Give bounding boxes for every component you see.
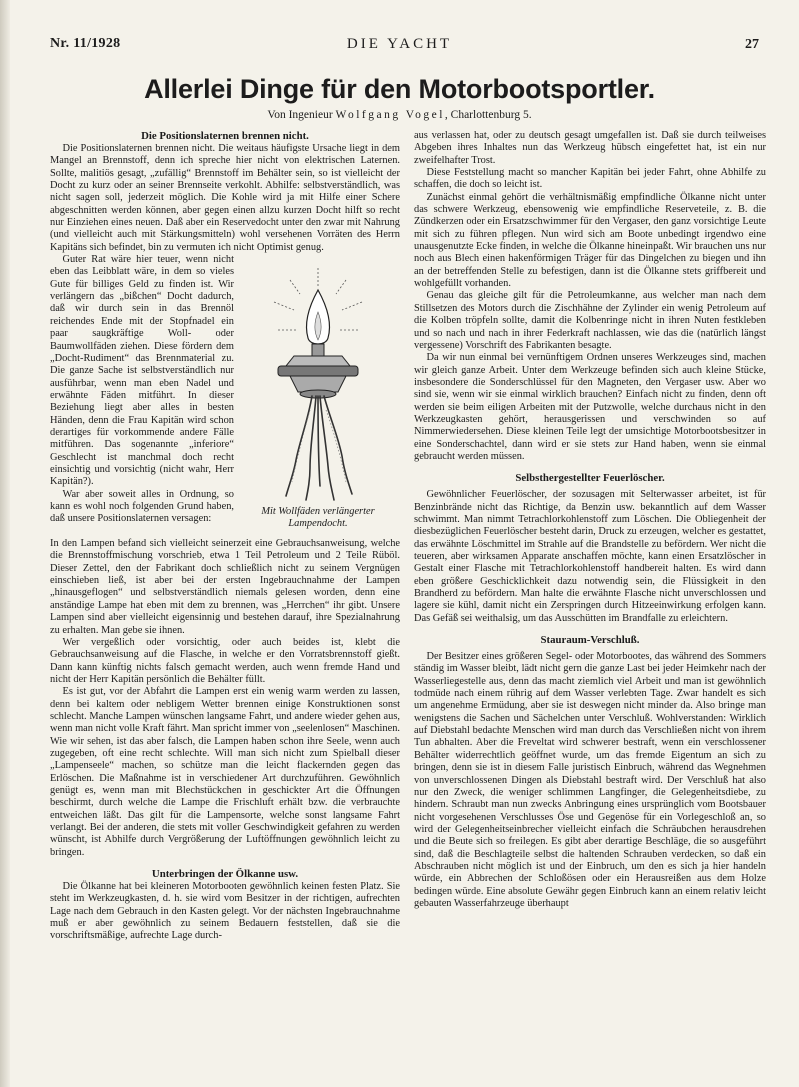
paragraph: Guter Rat wäre hier teuer, wenn nicht eben das Leibblatt wäre, in dem so vieles Gute für billiges Geld zu finden ist. Wir verlängern das „bißchen“ Docht dadurch, daß wir durch sein in das Brennöl reichendes Ende mit der Stopfnadel ein paar saugkräftige Woll- oder Baumwollfäden ziehen. Diese fördern dem „Docht-Rudiment“ das Brennmaterial zu. Die ganze Sache ist selbstverständlich nur ausführbar, wenn man eben Nadel und erwähnte Fäden mitführt. In dieser Beziehung liegt aber alles in besten Händen, denn die Frau Kapitän wird schon derartiges für vorkommende andere Fälle mitführen. Das sogenannte „inferiore“ Geschlecht ist manchmal doch recht einsichtig und vorsichtig (nicht wahr, Herr Kapitän?). xyxy=(50,254,234,488)
caption-line: Lampendocht. xyxy=(288,518,348,530)
figure-wrap-area xyxy=(50,254,400,538)
caption-line: Mit Wollfäden verlängerter xyxy=(261,506,375,518)
figure-caption xyxy=(238,506,398,530)
article-title: Allerlei Dinge für den Motorbootsportler. xyxy=(144,74,655,104)
paragraph: Wer vergeßlich oder vorsichtig, oder auch beides ist, klebt die Gebrauchsanweisung auf die Flasche, in welche er den Vorratsbrennstoff gießt. Dann kann künftig nichts falsch gemacht werden, auch wenn fremde Hand und nicht der Herr Kapitän persönlich die Behälter füllt. xyxy=(50,636,400,685)
left-column xyxy=(50,130,400,943)
issue-number: Nr. 11/1928 xyxy=(50,36,121,51)
paragraph: In den Lampen befand sich vielleicht seinerzeit eine Gebrauchsanweisung, welche die Brennstoffmischung vorschrieb, etwa 1 Teil Petroleum und 2 Teile Rüböl. Dieser Zettel, den der Fabrikant doch schließlich nicht zu seinem Vergnügen einschieben ließ, ist aber bei der ersten Ingebrauchnahme der Lampen „hinausgeflogen“ und selbstverständlich niemals gelesen worden, denn eine anständige Lampe hat eben mit dem zu brennen, was „Herrchen“ ihr gibt. Unsere Lampen sind aber vielleicht eigensinnig und bestehen darauf, ihre Spezialnahrung zu erhalten. Man gebe sie ihnen. xyxy=(50,538,400,636)
article-byline xyxy=(0,109,799,121)
paragraph: Genau das gleiche gilt für die Petroleumkanne, aus welcher man nach dem Stillsetzen des Motors durch die Zischhähne der Zylinder ein wenig Petroleum auf die Kolben tröpfeln sollte, damit die Kolbenringe nicht in ihren Nuten festkleben und so nach und nach in ihrer Federkraft nachlassen, wie das die (natürlich längst vergessene) Vorschrift des Fabrikanten besagte. xyxy=(414,290,766,351)
paragraph: Es ist gut, vor der Abfahrt die Lampen erst ein wenig warm werden zu lassen, denn bei kaltem oder nebligem Wetter brennen einige Konstruktionen sonst schlecht. Manche Lampen wünschen langsame Fahrt, und andere wieder gehen aus, wenn man nicht volle Kraft fährt. Man spricht immer von „seelenlosen“ Maschinen. Wie wir sehen, ist das aber falsch, die Lampen haben schon ihre Seele, wenn auch zugegeben, oft eine recht schlechte. Will man sich nicht zum Spielball dieser „Lampenseele“ machen, so schütze man die leicht flackernden gegen das Erlöschen. Die Maßnahme ist in verschiedener Art durchzuführen. Gewöhnlich genügt es, wenn man mit Blechstückchen in geschickter Art die Öffnungen beschirmt, durch welche die Lampe die Frischluft erhält bzw. die verbrauchte entweichen läßt. Das gilt für die Lampensorte, welche sonst langsame Fahrt verlangt. Bei der anderen, die stets mit voller Geschwindigkeit gefahren zu werden wünscht, ist Abhilfe durch Vergrößerung der Luftöffnungen gewöhnlich leicht zu bringen. xyxy=(50,686,400,858)
paragraph: War aber soweit alles in Ordnung, so kann es wohl noch folgenden Grund haben, daß unsere Positionslaternen versagen: xyxy=(50,488,234,525)
paragraph: Die Ölkanne hat bei kleineren Motorbooten gewöhnlich keinen festen Platz. Sie steht im Werkzeugkasten, d. h. sie wird vom Besitzer in der richtigen, aufrechten Lage nach dem Gebrauch in den Kasten gelegt. Vor der nächsten Ingebrauchnahme muß er aber gewöhnlich zu seinem Bedauern feststellen, daß sie die vorschriftsmäßige, aufrechte Lage durch- xyxy=(50,881,400,942)
paragraph: Der Besitzer eines größeren Segel- oder Motorbootes, das während des Sommers ständig im Wasser bleibt, lädt nicht gern die ganze Last bei jeder Heimkehr nach der Wasserliegestelle aus, denn das macht ziemlich viel Arbeit und man ist gewöhnlich todmüde nach einem rührig auf dem Wasser verlebten Tage. Zwar handelt es sich um angenehme Ermüdung, aber sie ist deswegen nicht minder da. Also bringe man wenigstens die Sachen und Sächelchen unter Verschluß. Wohlverstanden: Wirklich auf Diebstahl bedachte Menschen wird man durch das Verschließen nicht von ihrem Tun abhalten. Aber die Freveltat wird schwerer bestraft, wenn ein verschlossener Behälter widerrechtlich geöffnet wurde, um das fremde Eigentum an sich zu bringen, denn sie ist in diesem Falle juristisch Einbruch, während das Wegnehmen von unverschlossenen Dingen als Diebstahl bestraft wird. Der Verschluß hat also nur den Zweck, die weniger schlimmen Langfinger, die Gelegenheitsdiebe, zu hindern. Schraubt man nun zwecks Anbringung eines ursprünglich vom Bootsbauer nicht vorgesehenen Verschlusses Öse und Gegenöse für ein Vorlegeschloß an, so wird der Gelegenheitseinbrecher vielleicht einfach die Schräubchen herausdrehen und die Beute sich so freilegen. Es gibt aber derartige Beschläge, die so ausgeführt sind, daß die Beschlagteile selbst die haltenden Schrauben verdecken, so daß ein Abschrauben nicht möglich ist und der Einbruch, um den es sich ja hier handeln würde, ein Abbrechen der Schloßösen oder ein Herausreißen aus dem Holze bedingen würde. Eine absolute Gewähr gegen Einbruch kann an einem relativ leicht gebauten Wasserfahrzeuge überhaupt xyxy=(414,651,766,909)
paragraph: Da wir nun einmal bei vernünftigem Ordnen unseres Werkzeuges sind, machen wir gleich ganze Arbeit. Unter dem Werkzeuge befinden sich auch kleine Stücke, insbesondere die Sonderschlüssel für den Magneten, den Vergaser usw. Aber wo sind sie, wenn wir sie einmal wirklich brauchen? Einfach nicht zu finden, denn oft werden sie beim eiligen Arbeiten mit der Putzwolle, welche durchaus nicht in den Werkzeugkasten gehört, herausgerissen und verschwinden so auf Nimmerwiedersehen. Diese kleinen Teile legt der umsichtige Motorbootsbesitzer in eine Sonderschachtel, dann wird er sie stets zur Hand haben, wenn sie einmal gebraucht werden müssen. xyxy=(414,352,766,462)
paragraph: Die Positionslaternen brennen nicht. Die weitaus häufigste Ursache liegt in dem Mangel an Brennstoff, denn ich spreche hier nicht von elektrischen Laternen. Sollte, malitiös gesagt, „zufällig“ Brennstoff im Behälter sein, so ist vielleicht der Docht zu kurz oder an seiner Brennseite verkohlt. Abhilfe: selbstverständlich, was nicht sagen soll, jederzeit möglich. Die Kohle wird ja mit Hilfe einer Schere abgeschnitten werden können, aber gegen einen allzu kurzen Docht hilft so recht nur Einziehen eines neuen. Daß aber ein Reservedocht unter den zwar mit Nahrung (und vielleicht auch mit Stärkungsmitteln) wohl versehenen Vorräten des Herrn Kapitäns sich befindet, bin zu vermuten ich nicht Optimist genug. xyxy=(50,143,400,253)
heading-feuerloescher: Selbsthergestellter Feuerlöscher. xyxy=(515,472,665,485)
lamp-wick-figure xyxy=(238,260,398,536)
heading-oelkanne: Unterbringen der Ölkanne usw. xyxy=(151,868,299,881)
paragraph: Gewöhnlicher Feuerlöscher, der sozusagen mit Selterwasser arbeitet, ist für Benzinbrände nicht das Richtige, da Benzin usw. bekanntlich auf dem Wasser schwimmt. Man nimmt Tetrachlorkohlenstoff zum Löschen. Die Obliegenheit der diesbezüglichen Feuerlöscher besteht darin, Druck zu erzeugen, welcher es gestattet, das erwähnte Löschmittel im Strahle auf die Brandstelle zu befördern. Wer nicht die teueren, aber wirksamen Apparate anschaffen möchte, kann einen Ersatzlöscher in Gestalt einer Flasche mit Tetrachlorkohlenstoff handbereit halten. Es wird dann eben größere Geschicklichkeit dazu notwendig sein, die Flüssigkeit in den Brandherd zu befördern. Man halte die erwähnte Flasche nicht unverschlossen und lagere sie kühl, damit nicht ein Zerspringen durch Hitzeeinwirkung erfolgen kann. Das Gefäß sei weithalsig, um das Ausschütten im Brandfalle zu erleichtern. xyxy=(414,489,766,624)
paragraph: Diese Feststellung macht so mancher Kapitän bei jeder Fahrt, ohne Abhilfe zu schaffen, die doch so leicht ist. xyxy=(414,167,766,191)
heading-stauraum-verschluss: Stauraum-Verschluß. xyxy=(540,634,640,647)
magazine-name: DIE YACHT xyxy=(346,36,453,52)
heading-positionslaternen: Die Positionslaternen brennen nicht. xyxy=(141,130,309,142)
byline-author: Wolfgang Vogel xyxy=(335,109,445,121)
figure-side-text xyxy=(50,254,234,526)
paragraph: Zunächst einmal gehört die verhältnismäßig empfindliche Ölkanne nicht unter das schwere Werkzeug, ebensowenig wie empfindliche Reserveteile, z. B. die Zündkerzen oder ein Ersatzschwimmer für den Vergaser, den ganz vorsichtige Leute mit sich zu führen pflegen. Nun wird sich am Boote unbedingt irgendwo eine unausgenutzte Ecke finden, in welche die Ölkanne hineinpaßt. Wir brauchen uns nur noch aus Blech einen hakenförmigen Träger für das Dingelchen zu biegen und ihn an der betreffenden Stelle zu befestigen, dann ist die Ölkanne stets griffbereit und wohlgefüllt vorhanden. xyxy=(414,191,766,290)
page-spine-shadow xyxy=(0,0,10,1087)
paragraph: aus verlassen hat, oder zu deutsch gesagt umgefallen ist. Daß sie durch teilweises Abgeben ihres Inhaltes nun das Werkzeug hübsch eingefettet hat, ist ein nur zweifelhafter Trost. xyxy=(414,130,766,166)
page-number: 27 xyxy=(745,37,759,52)
byline-suffix: , Charlottenburg 5. xyxy=(444,109,532,121)
right-column xyxy=(414,130,766,910)
byline-prefix: Von Ingenieur xyxy=(267,109,333,121)
lamp-wick-illustration xyxy=(238,260,398,504)
